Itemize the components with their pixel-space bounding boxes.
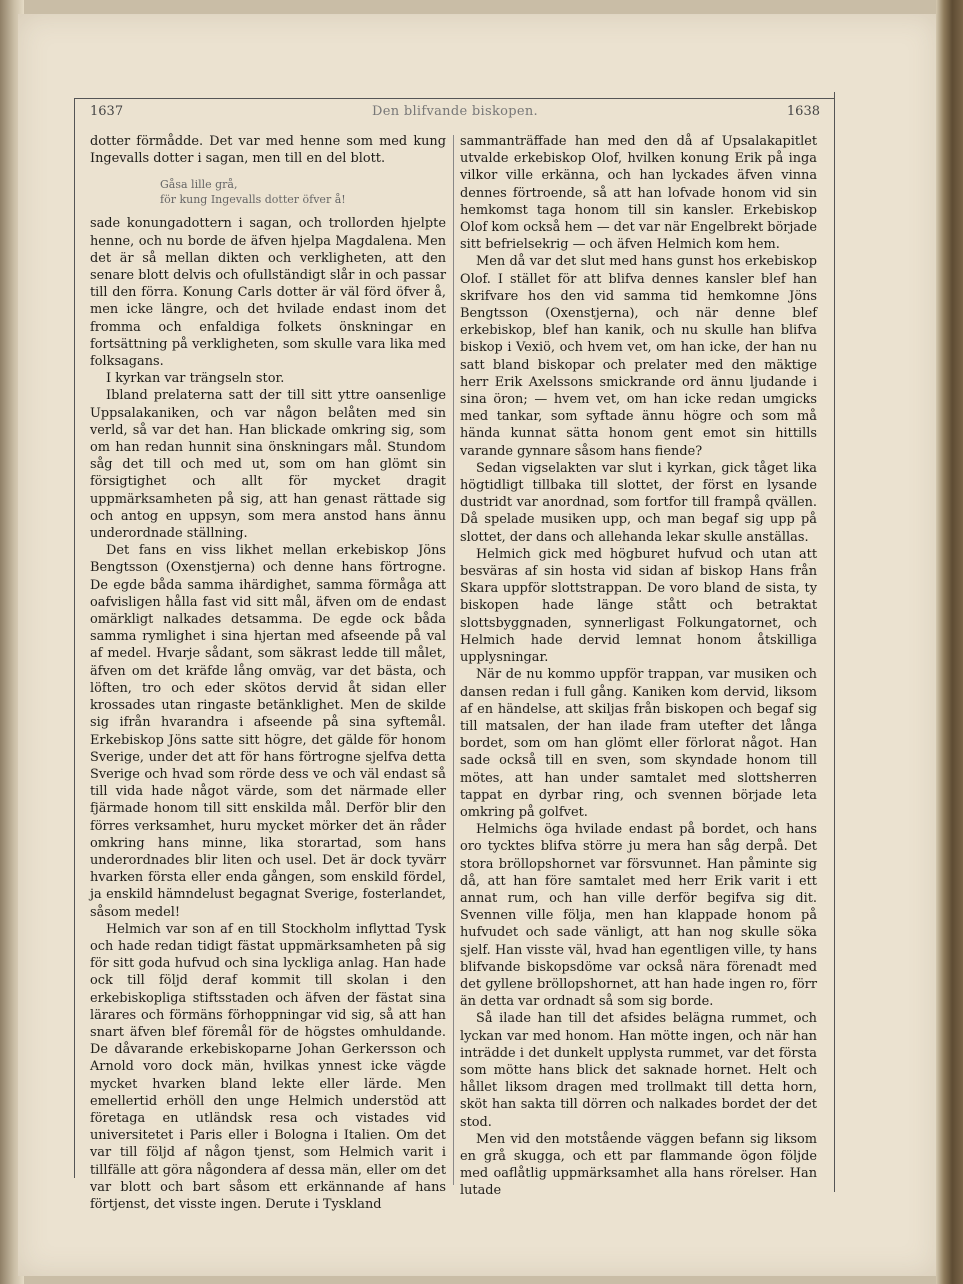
paragraph: När de nu kommo uppför trappan, var musiken och dansen redan i full gång. Kaniken kom dervid, liksom af en händelse, att skiljas från biskopen och begaf sig till matsalen, der han ilade fram utefter det långa bordet, som om han glömt eller förlorat något. Han sade också till en sven, som skyndade honom till mötes, att han under samtalet med slottsherren tappat en dyrbar ring, och svennen började leta omkring på golfvet. — [460, 667, 817, 820]
paragraph: I kyrkan var trängseln stor. — [106, 371, 285, 387]
paragraph: Så ilade han till det afsides belägna rummet, och lyckan var med honom. Han mötte ingen, och när han inträdde i det dunkelt upplysta rummet, var det första som mötte hans blick det saknade hornet. Helt och hållet liksom dragen med trollmakt till detta horn, sköt han sakta till dörren och nalkades bordet der det stod. — [460, 1011, 817, 1130]
page-number-left: 1637 — [90, 104, 124, 119]
paragraph: Helmich gick med högburet hufvud och utan att besväras af sin hosta vid sidan af biskop Hans från Skara uppför slottstrappan. De voro bland de sista, ty biskopen hade länge stått och betraktat slottsbyggnaden, synnerligast Folkungatornet, och Helmich hade dervid lemnat honom åtskilliga upplysningar. — [460, 546, 817, 666]
left-column — [90, 133, 446, 1213]
poem-line: Gåsa lille grå, — [160, 178, 238, 192]
page-edge — [936, 0, 963, 1284]
paragraph: Men vid den motstående väggen befann sig liksom en grå skugga, och ett par flammande ögon följde med oaflåtlig uppmärksamhet alla hans rörelser. Han lutade — [460, 1131, 817, 1199]
paragraph: Men då var det slut med hans gunst hos erkebiskop Olof. I stället för att blifva dennes kansler blef han skrifvare hos den vid samma tid hemkomne Jöns Bengtsson (Oxenstjerna), och när denne blef erkebiskop, blef han kanik, och nu skulle han blifva biskop i Vexiö, och hvem vet, om han icke, der han nu satt bland biskopar och prelater med den mäktige herr Erik Axelssons smickrande ord ännu ljudande i sina öron; — hvem vet, om han icke redan umgicks med tankar, som syftade ännu högre och som må hända kunnat sätta honom gent emot sin hittills varande gynnare såsom hans fiende? — [460, 254, 817, 459]
paragraph: Ibland prelaterna satt der till sitt yttre oansenlige Uppsalakaniken, och var någon belåten med sin verld, så var det han. Han blickade omkring sig, som om han redan hunnit sina önskningars mål. Stundom såg det till och med ut, som om han glömt sin försigtighet och allt för mycket dragit uppmärksamheten på sig, att han genast rättade sig och antog en uppsyn, som mera anstod hans ännu underordnade ställning. — [90, 388, 446, 542]
paragraph: Det fans en viss likhet mellan erkebiskop Jöns Bengtsson (Oxenstjerna) och denne hans förtrogne. De egde båda samma ihärdighet, samma förmåga att oafvisligen hålla fast vid sitt mål, äfven om de endast omärkligt nalkades detsamma. De egde ock båda samma rymlighet i sina hjertan med afseende på val af medel. Hvarje sådant, som säkrast ledde till målet, äfven om det kräfde lång omväg, var det bästa, och löften, tro och eder skötos dervid åt sidan eller krossades utan ringaste betänklighet. Men de skilde sig ifrån hvarandra i afseende på sina syftemål. Erkebiskop Jöns satte sitt högre, det gälde för honom Sverige, under det att för hans förtrogne sjelfva detta Sverige och hvad som rörde dess ve och väl endast så till vida hade något värde, som det närmade eller fjärmade honom till sitt enskilda mål. Derför blir den förres verksamhet, huru mycket mörker det än råder omkring hans minne, lika storartad, som hans underordnades blir liten och usel. Det är dock tyvärr hvarken första eller enda gången, som enskild fördel, ja enskild hämndelust begagnat Sverige, fosterlandet, såsom medel! — [90, 543, 446, 920]
paragraph: Helmich var son af en till Stockholm inflyttad Tysk och hade redan tidigt fästat uppmärksamheten på sig för sitt goda hufvud och sina lyckliga anlag. Han hade ock till följd deraf kommit till skolan i den erkebiskopliga stiftsstaden och äfven der fästat sina lärares och förmäns förhoppningar vid sig, så att han snart äfven blef föremål för de högstes omhuldande. De dåvarande erkebiskoparne Johan Gerkersson och Arnold voro dock män, hvilkas ynnest icke vägde mycket hvarken bland lekte eller lärde. Men emellertid erhöll den unge Helmich understöd att företaga en utländsk resa och vistades vid universitetet i Paris eller i Bologna i Italien. Om det var till följd af någon tjenst, som Helmich varit i tillfälle att göra någondera af dessa män, eller om det var blott och bart såsom ett erkännande af hans förtjenst, det visste ingen. Derute i Tyskland — [90, 921, 446, 1212]
left-rule — [74, 98, 75, 1178]
paragraph: Sedan vigselakten var slut i kyrkan, gick tåget lika högtidligt tillbaka till slottet, der först en lysande dustridt var anordnad, som fortfor till frampå qvällen. Då spelade musiken upp, och man begaf sig upp på slottet, der dans och allehanda lekar skulle anställas. — [460, 460, 817, 545]
poem-quote — [160, 177, 446, 207]
paragraph: dotter förmådde. Det var med henne som med kung Ingevalls dotter i sagan, men till en del blott. — [90, 134, 446, 167]
right-column — [460, 133, 817, 1200]
paragraph: Helmichs öga hvilade endast på bordet, och hans oro tycktes blifva större ju mera han såg derpå. Det stora bröllopshornet var försvunnet. Han påminte sig då, att han före samtalet med herr Erik varit i ett annat rum, och han ville derför begifva sig dit. Svennen ville följa, men han klappade honom på hufvudet och sade vänligt, att han nog skulle söka sjelf. Han visste väl, hvad han egentligen ville, ty hans blifvande biskopsdöme var också nära förenadt med det gyllene bröllopshornet, att han hade ingen ro, förr än detta var ordnadt så som sig borde. — [460, 822, 817, 1010]
right-rule — [834, 92, 835, 1192]
poem-line: för kung Ingevalls dotter öfver å! — [160, 193, 346, 207]
paragraph: sammanträffade han med den då af Upsalakapitlet utvalde erkebiskop Olof, hvilken konung Erik på inga vilkor ville erkänna, och han lyckades äfven vinna dennes förtroende, så att han lofvade honom vid sin hemkomst taga honom till sin kansler. Erkebiskop Olof kom också hem — det var när Engelbrekt började sitt befrielsekrig — och äfven Helmich kom hem. — [460, 134, 817, 253]
column-divider — [453, 135, 454, 1185]
page-number-right: 1638 — [786, 104, 820, 119]
page-header — [90, 104, 820, 128]
paragraph: sade konungadottern i sagan, och trollorden hjelpte henne, och nu borde de äfven hjelpa Magdalena. Men det är så mellan dikten och verkligheten, att den senare blott delvis och ofullständigt slår in och passar till den förra. Konung Carls dotter är väl förd öfver å, men icke längre, och det hvilade endast inom det fromma och enfaldiga folkets önskningar en fortsättning på verkligheten, som skulle vara lika med folksagans. — [90, 216, 446, 370]
top-rule — [74, 98, 834, 99]
running-title: Den blifvande biskopen. — [372, 104, 538, 119]
